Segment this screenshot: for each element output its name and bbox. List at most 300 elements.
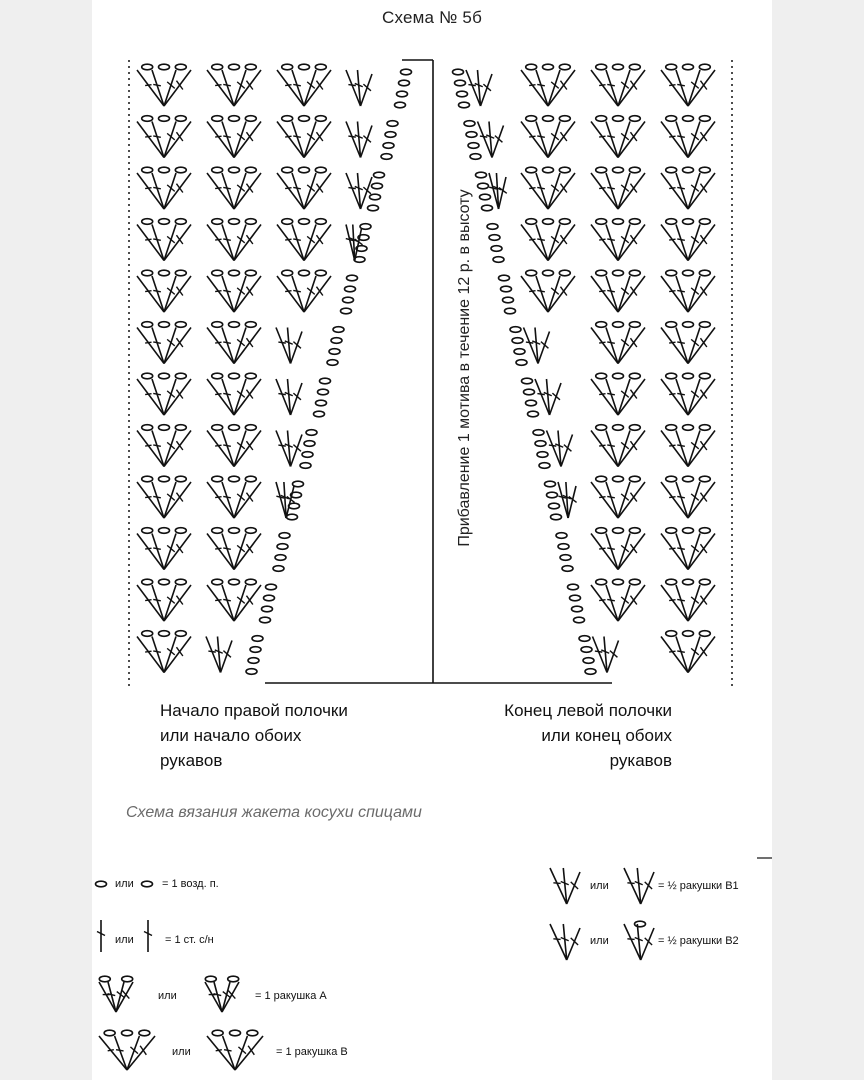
left-label-line-3: рукавов (160, 751, 223, 770)
chain-stitch (247, 1030, 258, 1036)
edge-chain-stitch (397, 91, 408, 97)
chain-stitch (699, 167, 710, 173)
double-crochet-stitch (137, 328, 164, 364)
double-crochet-stitch (292, 70, 304, 106)
double-crochet-stitch (207, 276, 234, 312)
diagram-title: Схема № 5б (381, 8, 483, 27)
double-crochet-stitch (661, 534, 688, 570)
double-crochet-stitch (661, 173, 688, 209)
half-shell-motif (535, 379, 561, 415)
chain-stitch (212, 1030, 223, 1036)
shell-motif (207, 167, 261, 209)
double-crochet-stitch (688, 122, 715, 158)
chain-stitch (613, 219, 624, 225)
double-crochet-stitch (521, 122, 548, 158)
double-crochet-stitch (688, 173, 715, 209)
shell-motif (591, 579, 645, 621)
stitch-crossbar (529, 85, 535, 86)
half-shell-motif (346, 225, 363, 261)
edge-chain-stitch (514, 349, 525, 355)
chain-stitch (683, 528, 694, 534)
chain-stitch (142, 373, 153, 379)
chain-stitch (683, 270, 694, 276)
stitch-crossbar (677, 84, 685, 85)
chain-stitch (666, 373, 677, 379)
chain-stitch (613, 579, 624, 585)
edge-chain-stitch (372, 183, 383, 189)
chain-stitch (229, 64, 240, 70)
stitch-crossbar (293, 136, 301, 137)
half-shell-motif (276, 482, 295, 518)
double-crochet-stitch (152, 482, 164, 518)
chain-stitch (245, 116, 256, 122)
double-crochet-stitch (618, 173, 645, 209)
chain-stitch (629, 373, 640, 379)
legend-dc-meaning: = 1 ст. с/н (165, 934, 214, 946)
double-crochet-stitch (606, 534, 618, 570)
chain-stitch (596, 528, 607, 534)
stitch-crossbar (537, 84, 545, 85)
chain-stitch (245, 476, 256, 482)
edge-chain-stitch (279, 533, 290, 539)
shell-motif (591, 167, 645, 209)
edge-chain-stitch (302, 452, 313, 458)
shell-motif (661, 116, 715, 158)
shell-motif (521, 116, 575, 158)
edge-chain-stitch (551, 514, 562, 520)
stitch-crossbar (607, 187, 615, 188)
stitch-crossbar (669, 548, 675, 549)
double-crochet-stitch (591, 379, 618, 415)
stitch-crossbar (549, 445, 556, 446)
chain-stitch (212, 64, 223, 70)
edge-chain-stitch (273, 566, 284, 572)
shell-motif (207, 116, 261, 158)
double-crochet-stitch (286, 486, 294, 518)
double-crochet-stitch (548, 225, 575, 261)
double-crochet-stitch (618, 225, 645, 261)
stitch-crossbar (293, 290, 301, 291)
double-crochet-stitch (207, 379, 234, 415)
stitch-crossbar (215, 600, 221, 601)
stitch-crossbar (607, 136, 615, 137)
chain-stitch (175, 167, 186, 173)
chain-stitch (282, 270, 293, 276)
chain-stitch (245, 64, 256, 70)
edge-chain-stitch (560, 555, 571, 561)
chain-stitch (245, 219, 256, 225)
double-crochet-stitch (606, 379, 618, 415)
shell-motif (591, 270, 645, 312)
stitch-crossbar (553, 883, 560, 884)
double-crochet-stitch (234, 328, 261, 364)
chain-stitch (139, 1030, 150, 1036)
stitch-crossbar (599, 136, 605, 137)
stitch-crossbar (669, 239, 675, 240)
chain-stitch (282, 219, 293, 225)
double-crochet-stitch (548, 70, 575, 106)
shell-motif (137, 425, 191, 467)
shell-motif (591, 373, 645, 415)
double-crochet-stitch (618, 276, 645, 312)
chain-stitch (526, 219, 537, 225)
stitch-crossbar (480, 136, 487, 137)
edge-chain-stitch (289, 503, 300, 509)
edge-chain-stitch (455, 80, 466, 86)
chain-stitch (142, 116, 153, 122)
chain-stitch (629, 425, 640, 431)
chain-stitch (699, 373, 710, 379)
double-crochet-stitch (606, 482, 618, 518)
stitch-crossbar (537, 136, 545, 137)
double-crochet-stitch (688, 328, 715, 364)
edge-chain-stitch (320, 378, 331, 384)
stitch-crossbar (645, 938, 652, 945)
double-crochet-stitch (676, 122, 688, 158)
shell-motif (277, 270, 331, 312)
half-shell-motif (206, 637, 232, 673)
chain-stitch (159, 373, 170, 379)
chain-stitch (212, 425, 223, 431)
chain-stitch (245, 528, 256, 534)
shell-motif (661, 528, 715, 570)
double-crochet-stitch (164, 431, 191, 467)
vertical-annotation: Прибавление 1 мотива в течение 12 р. в высоту (456, 189, 473, 547)
chain-stitch (175, 64, 186, 70)
edge-chain-stitch (499, 275, 510, 281)
double-crochet-stitch (137, 534, 164, 570)
double-crochet-stitch (661, 379, 688, 415)
figure-caption: Схема вязания жакета косухи спицами (126, 804, 422, 821)
double-crochet-stitch (618, 431, 645, 467)
shell-motif (661, 167, 715, 209)
double-crochet-stitch (304, 225, 331, 261)
chain-stitch (229, 425, 240, 431)
chain-stitch (282, 167, 293, 173)
stitch-crossbar (677, 548, 685, 549)
double-crochet-stitch (152, 637, 164, 673)
edge-chain-stitch (331, 338, 342, 344)
chain-stitch (596, 219, 607, 225)
chain-stitch (159, 116, 170, 122)
stitch-crossbar (677, 445, 685, 446)
double-crochet-stitch (355, 229, 362, 261)
half-shell-motif (466, 70, 492, 106)
chain-stitch (683, 116, 694, 122)
stitch-crossbar (677, 496, 685, 497)
chain-stitch (683, 219, 694, 225)
chain-stitch (613, 64, 624, 70)
double-crochet-stitch (207, 585, 234, 621)
chain-stitch (666, 579, 677, 585)
chain-stitch (122, 976, 133, 982)
edge-chain-stitch (568, 584, 579, 590)
double-crochet-stitch (234, 173, 261, 209)
chain-stitch (699, 425, 710, 431)
double-crochet-stitch (164, 534, 191, 570)
double-crochet-stitch (152, 70, 164, 106)
chain-stitch (245, 167, 256, 173)
stitch-crossbar (348, 85, 355, 86)
shell-motif (661, 425, 715, 467)
double-crochet-stitch (152, 585, 164, 621)
chain-stitch (559, 219, 570, 225)
chain-stitch (142, 425, 153, 431)
double-crochet-stitch (235, 1036, 263, 1070)
double-crochet-stitch (661, 276, 688, 312)
shell-motif (137, 373, 191, 415)
double-crochet-stitch (164, 328, 191, 364)
legend-chain-icon (635, 921, 646, 927)
chain-stitch (666, 219, 677, 225)
stitch-crossbar (153, 496, 161, 497)
stitch-crossbar (607, 290, 615, 291)
edge-chain-stitch (545, 481, 556, 487)
double-crochet-stitch (234, 482, 261, 518)
stitch-crossbar (153, 599, 161, 600)
chain-stitch (159, 64, 170, 70)
double-crochet-stitch (222, 585, 234, 621)
shell-motif (661, 219, 715, 261)
stitch-crossbar (223, 239, 231, 240)
double-crochet-stitch (676, 328, 688, 364)
edge-chain-stitch (374, 172, 385, 178)
shell-motif (591, 476, 645, 518)
double-crochet-stitch (207, 173, 234, 209)
stitch-crossbar (238, 1047, 246, 1054)
stitch-crossbar (607, 496, 615, 497)
double-crochet-stitch (661, 431, 688, 467)
stitch-crossbar (223, 393, 231, 394)
double-crochet-stitch (222, 225, 234, 261)
double-crochet-stitch (618, 534, 645, 570)
chain-stitch (629, 528, 640, 534)
chain-stitch (175, 322, 186, 328)
chain-stitch (683, 167, 694, 173)
stitch-crossbar (537, 187, 545, 188)
legend-shell-b-meaning: = 1 ракушка В (276, 1046, 348, 1058)
chain-stitch (699, 579, 710, 585)
shell-motif (137, 322, 191, 364)
chain-stitch (212, 219, 223, 225)
double-crochet-stitch (676, 482, 688, 518)
double-crochet-stitch (137, 379, 164, 415)
legend-shell-a-meaning: = 1 ракушка А (255, 990, 327, 1002)
edge-chain-stitch (287, 514, 298, 520)
edge-chain-stitch (581, 647, 592, 653)
half-shell-motif (276, 379, 302, 415)
double-crochet-stitch (591, 173, 618, 209)
edge-chain-stitch (459, 102, 470, 108)
chain-stitch (159, 219, 170, 225)
shell-motif (137, 631, 191, 673)
chain-stitch (142, 579, 153, 585)
double-crochet-stitch (304, 276, 331, 312)
shell-motif (137, 167, 191, 209)
stitch-crossbar (677, 599, 685, 600)
chain-stitch (699, 64, 710, 70)
chain-stitch (629, 322, 640, 328)
edge-chain-stitch (547, 492, 558, 498)
double-crochet-stitch (152, 379, 164, 415)
stitch-crossbar (285, 239, 291, 240)
chain-stitch (99, 976, 110, 982)
chain-stitch (596, 476, 607, 482)
double-crochet-stitch (222, 534, 234, 570)
double-crochet-stitch (618, 585, 645, 621)
double-crochet-stitch (676, 173, 688, 209)
stitch-crossbar (607, 393, 615, 394)
edge-chain-stitch (453, 69, 464, 75)
edge-chain-stitch (387, 121, 398, 127)
chain-stitch (613, 528, 624, 534)
edge-chain-stitch (264, 595, 275, 601)
double-crochet-stitch (99, 982, 116, 1012)
double-crochet-stitch (591, 328, 618, 364)
stitch-crossbar (108, 1050, 114, 1051)
shell-motif (207, 322, 261, 364)
chain-stitch (596, 167, 607, 173)
chain-stitch (666, 425, 677, 431)
legend-chain-icon-b (142, 881, 153, 887)
chain-stitch (629, 219, 640, 225)
double-crochet-stitch (591, 482, 618, 518)
chain-stitch (142, 219, 153, 225)
stitch-crossbar (677, 239, 685, 240)
stitch-crossbar (529, 188, 535, 189)
chain-stitch (245, 270, 256, 276)
double-crochet-stitch (536, 173, 548, 209)
double-crochet-stitch (222, 982, 239, 1012)
shell-motif (661, 322, 715, 364)
shell-motif (99, 976, 133, 1012)
chain-stitch (526, 116, 537, 122)
half-shell-motif (478, 122, 504, 158)
double-crochet-stitch (591, 585, 618, 621)
chain-stitch (142, 476, 153, 482)
double-crochet-stitch (676, 225, 688, 261)
stitch-crossbar (116, 1050, 124, 1051)
legend-chain-or: или (115, 878, 134, 890)
stitch-crossbar (599, 497, 605, 498)
shell-motif (207, 373, 261, 415)
double-crochet-stitch (234, 70, 261, 106)
chain-stitch (629, 116, 640, 122)
stitch-crossbar (607, 239, 615, 240)
stitch-crossbar (145, 239, 151, 240)
stitch-crossbar (153, 548, 161, 549)
chain-stitch (543, 116, 554, 122)
chain-stitch (683, 425, 694, 431)
chain-stitch (142, 322, 153, 328)
double-crochet-stitch (152, 173, 164, 209)
double-crochet-stitch (688, 276, 715, 312)
shell-motif (207, 528, 261, 570)
shell-motif (591, 528, 645, 570)
double-crochet-stitch (661, 328, 688, 364)
chain-stitch (699, 322, 710, 328)
edge-chain-stitch (493, 257, 504, 263)
chain-stitch (230, 1030, 241, 1036)
chain-stitch (245, 373, 256, 379)
chain-stitch (228, 976, 239, 982)
edge-chain-stitch (246, 669, 257, 675)
edge-chain-stitch (491, 246, 502, 252)
double-crochet-stitch (234, 379, 261, 415)
double-crochet-stitch (304, 173, 331, 209)
shell-motif (137, 116, 191, 158)
double-crochet-stitch (676, 70, 688, 106)
edge-chain-stitch (457, 91, 468, 97)
double-crochet-stitch (606, 328, 618, 364)
chain-stitch (159, 579, 170, 585)
chain-stitch (229, 528, 240, 534)
chain-stitch (683, 631, 694, 637)
stitch-crossbar (553, 939, 560, 940)
chain-stitch (543, 167, 554, 173)
chain-stitch (175, 373, 186, 379)
double-crochet-stitch (115, 1036, 127, 1070)
stitch-crossbar (215, 239, 221, 240)
shell-motif (205, 976, 239, 1012)
chain-stitch (666, 631, 677, 637)
double-crochet-stitch (521, 225, 548, 261)
edge-chain-stitch (368, 205, 379, 211)
double-crochet-stitch (277, 173, 304, 209)
chain-stitch (683, 476, 694, 482)
chain-stitch (229, 476, 240, 482)
legend (96, 868, 655, 1070)
stitch-crossbar (677, 136, 685, 137)
chain-stitch (142, 528, 153, 534)
chain-stitch (629, 579, 640, 585)
double-crochet-stitch (618, 328, 645, 364)
stitch-crossbar (599, 85, 605, 86)
edge-chain-stitch (466, 132, 477, 138)
double-crochet-stitch (618, 70, 645, 106)
stitch-crossbar (599, 600, 605, 601)
stitch-crossbar (669, 445, 675, 446)
shell-motif (137, 579, 191, 621)
edge-chain-stitch (535, 441, 546, 447)
legend-half-b1-or: или (590, 880, 609, 892)
stitch-crossbar (645, 882, 652, 889)
shell-motif (661, 631, 715, 673)
legend-chain-icon-a (96, 881, 107, 887)
stitch-crossbar (153, 239, 161, 240)
double-crochet-stitch (137, 585, 164, 621)
shell-motif (591, 219, 645, 261)
chain-stitch (212, 270, 223, 276)
edge-chain-stitch (503, 297, 514, 303)
stitch-crossbar (677, 187, 685, 188)
shell-motif (591, 322, 645, 364)
stitch-crossbar (153, 187, 161, 188)
right-label-line-2: или конец обоих (541, 726, 672, 745)
stitch-crossbar (293, 187, 301, 188)
legend-chain-meaning: = 1 возд. п. (162, 878, 219, 890)
stitch-crossbar (145, 497, 151, 498)
edge-chain-stitch (314, 411, 325, 417)
edge-chain-stitch (277, 544, 288, 550)
double-crochet-stitch (207, 482, 234, 518)
legend-shell-a-or: или (158, 990, 177, 1002)
edge-chain-stitch (528, 411, 539, 417)
stitch-crossbar (145, 445, 151, 446)
chain-stitch (526, 270, 537, 276)
double-crochet-stitch (207, 328, 234, 364)
double-crochet-stitch (234, 276, 261, 312)
